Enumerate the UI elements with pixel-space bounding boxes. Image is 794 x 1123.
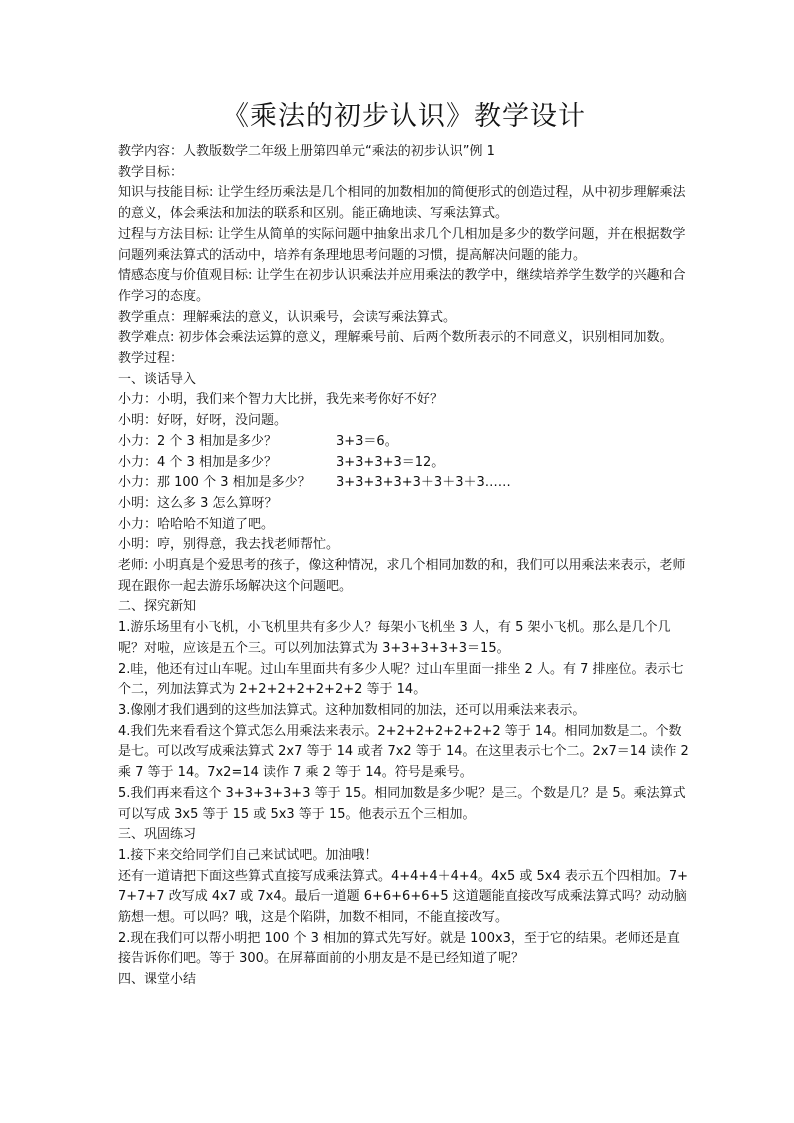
- explore-item: 2.哇，他还有过山车呢。过山车里面共有多少人呢？过山车里面一排坐 2 人。有 7 排座位。表示七个二，列加法算式为 2+2+2+2+2+2+2 等于 14。: [118, 661, 684, 698]
- dialogue-question: 小明：好呀，好呀，没问题。: [118, 413, 288, 429]
- practice-item: 2.现在我们可以帮小明把 100 个 3 相加的算式先写好。就是 100x3，至于它的结果。老师还是直接告诉你们吧。等于 300。在屏幕面前的小朋友是不是已经知道了呢？: [118, 930, 680, 967]
- document-title: 《乘法的初步认识》教学设计: [222, 101, 586, 132]
- section-heading-3: 三、巩固练习: [118, 827, 197, 843]
- dialogue-answer: 3+3+3+3+3＋3＋3＋3……: [336, 475, 511, 491]
- dialogue-question: 小明：这么多 3 怎么算呀？: [118, 495, 278, 511]
- dialogue-question: 小力：2 个 3 相加是多少？: [118, 433, 277, 449]
- explore-item: 4.我们先来看看这个算式怎么用乘法来表示。2+2+2+2+2+2+2 等于 14。相同加数是二。个数是七。可以改写成乘法算式 2x7 等于 14 或者 7x2 等于 14。在这里表示七个二。2x7＝14 读作 2 乘 7 等于 14。7x2=14 读作 7 乘 2 等于 14。符号是乘号。: [118, 723, 693, 781]
- dialogue-line: [118, 535, 690, 556]
- dialogue-line: [118, 432, 690, 453]
- dialogue-question: 小明：哼，别得意，我去找老师帮忙。: [118, 537, 340, 553]
- dialogue-question: 小力：4 个 3 相加是多少？: [118, 454, 277, 470]
- goal-process: 过程与方法目标: 让学生从简单的实际问题中抽象出求几个几相加是多少的数学问题，并在根据数学问题列乘法算式的活动中，培养有条理地思考问题的习惯，提高解决问题的能力。: [118, 226, 686, 263]
- dialogue-line: [118, 494, 690, 515]
- dialogue-line: [118, 453, 690, 474]
- dialogue-line: [118, 390, 690, 411]
- explore-item: 1.游乐场里有小飞机，小飞机里共有多少人？每架小飞机坐 3 人，有 5 架小飞机。那么是几个几呢？对啦，应该是五个三。可以列加法算式为 3+3+3+3+3＝15。: [118, 620, 671, 656]
- dialogue-line: [118, 411, 690, 432]
- dialogue-line: [118, 473, 690, 494]
- teaching-content: 教学内容：人教版数学二年级上册第四单元“乘法的初步认识”例 1: [118, 144, 495, 159]
- explore-item: 5.我们再来看这个 3+3+3+3+3 等于 15。相同加数是多少呢？是三。个数是几？是 5。乘法算式可以写成 3x5 等于 15 或 5x3 等于 15。他表示五个三相加。: [118, 785, 686, 822]
- dialogue-question: 小力：那 100 个 3 相加是多少？: [118, 475, 311, 491]
- dialogue-answer: 3+3+3+3＝12。: [336, 454, 445, 470]
- section-heading-4: 四、课堂小结: [118, 972, 197, 988]
- difficulty: 教学难点: 初步体会乘法运算的意义，理解乘号前、后两个数所表示的不同意义，识别相同加数。: [118, 330, 673, 346]
- section-heading-1: 一、谈话导入: [118, 371, 197, 387]
- goal-emotion: 情感态度与价值观目标: 让学生在初步认识乘法并应用乘法的教学中，继续培养学生数学的兴趣和合作学习的态度。: [118, 268, 686, 304]
- practice-item: 还有一道请把下面这些算式直接写成乘法算式。4+4+4＋4+4。4x5 或 5x4 表示五个四相加。7+7+7+7 改写成 4x7 或 7x4。最后一道题 6+6+6+6+5 这道题能直接改写成乘法算式吗？动动脑筋想一想。可以吗？哦，这是个陷阱，加数不相同，不能直接改写。: [118, 868, 689, 926]
- dialogue-answer: 3+3＝6。: [336, 433, 398, 449]
- goal-knowledge: 知识与技能目标: 让学生经历乘法是几个相同的加数相加的简便形式的创造过程，从中初步理解乘法的意义，体会乘法和加法的联系和区别。能正确地读、写乘法算式。: [118, 185, 686, 222]
- goals-heading: 教学目标：: [118, 164, 184, 180]
- dialogue-question: 小力：小明，我们来个智力大比拼，我先来考你好不好？: [118, 392, 444, 408]
- practice-item: 1.接下来交给同学们自己来试试吧。加油哦！: [118, 847, 378, 863]
- dialogue-line: [118, 515, 690, 536]
- dialogue-question: 小力：哈哈哈不知道了吧。: [118, 516, 275, 532]
- section-heading-2: 二、探究新知: [118, 599, 197, 615]
- key-point: 教学重点：理解乘法的意义，认识乘号，会读写乘法算式。: [118, 309, 457, 325]
- process-heading: 教学过程：: [118, 351, 184, 367]
- document-page: [118, 100, 693, 991]
- teacher-remark: 老师: 小明真是个爱思考的孩子，像这种情况，求几个相同加数的和，我们可以用乘法来表示，老师现在跟你一起去游乐场解决这个问题吧。: [118, 558, 686, 594]
- explore-item: 3.像刚才我们遇到的这些加法算式。这种加数相同的加法，还可以用乘法来表示。: [118, 702, 586, 718]
